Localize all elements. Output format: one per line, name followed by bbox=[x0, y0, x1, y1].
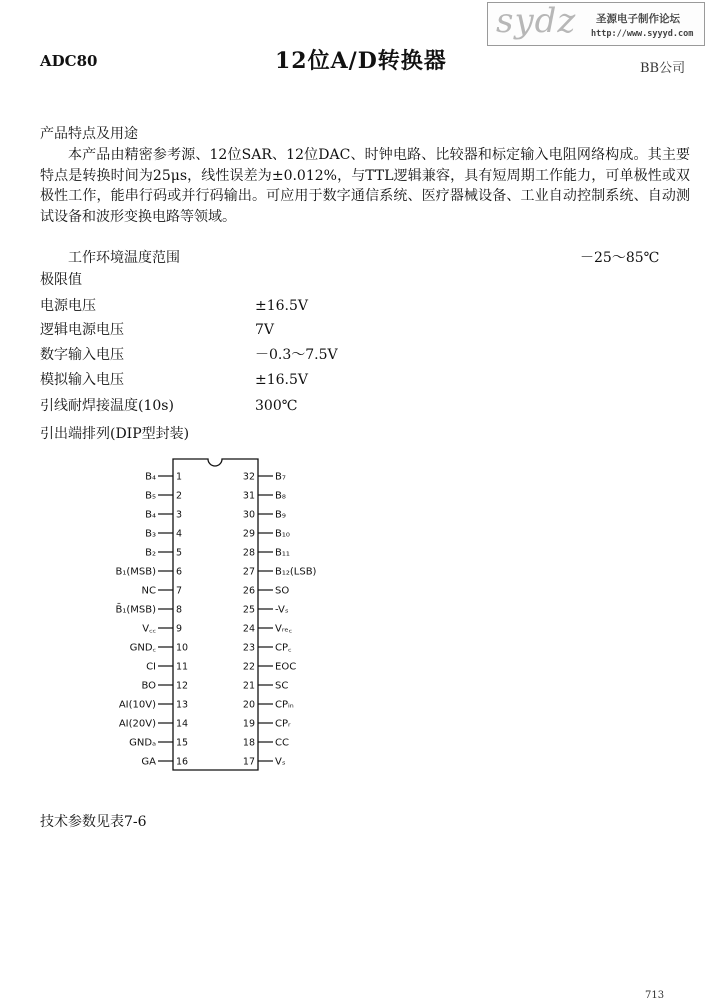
pin-name: V꜀꜀ bbox=[142, 623, 156, 635]
pin-name: Vₛ bbox=[275, 756, 286, 768]
limit-label: 模拟输入电压 bbox=[40, 372, 124, 388]
page-number: 713 bbox=[645, 990, 665, 1001]
watermark-url: http://www.syyyd.com bbox=[591, 29, 694, 39]
pin-name: B₁(MSB) bbox=[115, 566, 156, 578]
limit-label: 数字输入电压 bbox=[40, 347, 124, 363]
pin-name: CPᵣ bbox=[275, 718, 291, 730]
pin-number: 18 bbox=[242, 737, 255, 749]
pin-name: AI(20V) bbox=[118, 718, 156, 730]
pin-number: 29 bbox=[242, 528, 255, 540]
pin-name: B₃ bbox=[145, 528, 156, 540]
pin-name: -Vₛ bbox=[275, 604, 289, 616]
limits-heading: 极限值 bbox=[40, 272, 82, 288]
pin-number: 15 bbox=[176, 737, 189, 749]
pin-number: 32 bbox=[242, 471, 255, 483]
pin-name: Vᵣₑ꜀ bbox=[275, 623, 293, 635]
pin-number: 25 bbox=[242, 604, 255, 616]
pin-name: CI bbox=[146, 661, 156, 673]
pin-number: 23 bbox=[242, 642, 255, 654]
pin-number: 30 bbox=[242, 509, 255, 521]
pin-number: 31 bbox=[242, 490, 255, 502]
pin-number: 13 bbox=[176, 699, 189, 711]
pin-name: B₂ bbox=[145, 547, 156, 559]
pin-number: 10 bbox=[176, 642, 189, 654]
pin-name: B₁₁ bbox=[275, 547, 290, 559]
pin-name: GNDₐ bbox=[129, 737, 156, 749]
watermark-logo: sydz bbox=[496, 1, 577, 41]
pin-number: 3 bbox=[176, 509, 183, 521]
pin-number: 19 bbox=[242, 718, 255, 730]
limit-value: ±16.5V bbox=[255, 298, 309, 314]
pin-number: 5 bbox=[176, 547, 183, 559]
pin-name: CC bbox=[275, 737, 289, 749]
footnote: 技术参数见表7-6 bbox=[40, 814, 147, 830]
pin-layer bbox=[115, 472, 316, 768]
pin-number: 16 bbox=[176, 756, 189, 768]
pin-name: SO bbox=[275, 585, 290, 597]
limit-value: 7V bbox=[255, 322, 275, 338]
pin-number: 21 bbox=[242, 680, 255, 692]
pin-name: CP꜀ bbox=[275, 642, 292, 654]
part-number: ADC80 bbox=[40, 52, 98, 70]
limit-value: －0.3～7.5V bbox=[255, 347, 338, 363]
pin-number: 7 bbox=[176, 585, 183, 597]
pin-name: B₇ bbox=[275, 471, 286, 483]
pin-name: B₅ bbox=[145, 490, 156, 502]
pin-number: 17 bbox=[242, 756, 255, 768]
pin-name: B₈ bbox=[275, 490, 286, 502]
pin-name: BO bbox=[141, 680, 156, 692]
limit-label: 逻辑电源电压 bbox=[40, 322, 124, 338]
features-heading: 产品特点及用途 bbox=[40, 126, 138, 142]
limit-value: ±16.5V bbox=[255, 372, 309, 388]
env-temp-label: 工作环境温度范围 bbox=[68, 250, 180, 266]
pin-name: CPᵢₙ bbox=[275, 699, 294, 711]
pin-number: 9 bbox=[176, 623, 183, 635]
limit-label: 引线耐焊接温度(10s) bbox=[40, 398, 174, 414]
pin-name: GND꜀ bbox=[129, 642, 156, 654]
pin-number: 1 bbox=[176, 471, 183, 483]
pin-name: B₁₀ bbox=[275, 528, 290, 540]
features-paragraph: 本产品由精密参考源、12位SAR、12位DAC、时钟电路、比较器和标定输入电阻网络构成。其主要特点是转换时间为25μs，线性误差为±0.012%，与TTL逻辑兼容，具有短周期工作能力，可单极性或双极性工作，能串行码或并行码输出。可应用于数字通信系统、医疗器械设备、工业自动控制系统、自动测试设备和波形变换电路等领域。 bbox=[40, 147, 690, 225]
pin-name: B₄ bbox=[145, 509, 156, 521]
pin-name: AI(10V) bbox=[118, 699, 156, 711]
pin-name: NC bbox=[141, 585, 156, 597]
pin-number: 27 bbox=[242, 566, 255, 578]
pin-number: 6 bbox=[176, 566, 183, 578]
pinout-heading: 引出端排列(DIP型封装) bbox=[40, 426, 190, 442]
manufacturer: BB公司 bbox=[640, 61, 686, 76]
pin-name: SC bbox=[275, 680, 289, 692]
pin-number: 11 bbox=[176, 661, 189, 673]
limit-value: 300℃ bbox=[255, 398, 298, 414]
pin-name: B₄ bbox=[145, 471, 156, 483]
pin-number: 2 bbox=[176, 490, 183, 502]
pin-name: B₁₂(LSB) bbox=[275, 566, 317, 578]
env-temp-value: －25～85℃ bbox=[580, 250, 660, 266]
watermark-site-name: 圣源电子制作论坛 bbox=[596, 13, 680, 25]
pin-number: 20 bbox=[242, 699, 255, 711]
pin-name: B₉ bbox=[275, 509, 286, 521]
pin-number: 28 bbox=[242, 547, 255, 559]
pin-number: 26 bbox=[242, 585, 255, 597]
pin-name: GA bbox=[141, 756, 156, 768]
page-title: 12位A/D转换器 bbox=[275, 48, 447, 74]
pin-number: 12 bbox=[176, 680, 189, 692]
pin-number: 22 bbox=[242, 661, 255, 673]
pin-number: 14 bbox=[176, 718, 189, 730]
pin-name: B̄₁(MSB) bbox=[115, 604, 156, 616]
pin-number: 8 bbox=[176, 604, 183, 616]
pin-name: EOC bbox=[275, 661, 297, 673]
pin-number: 24 bbox=[242, 623, 255, 635]
limit-label: 电源电压 bbox=[40, 298, 96, 314]
pin-number: 4 bbox=[176, 528, 183, 540]
